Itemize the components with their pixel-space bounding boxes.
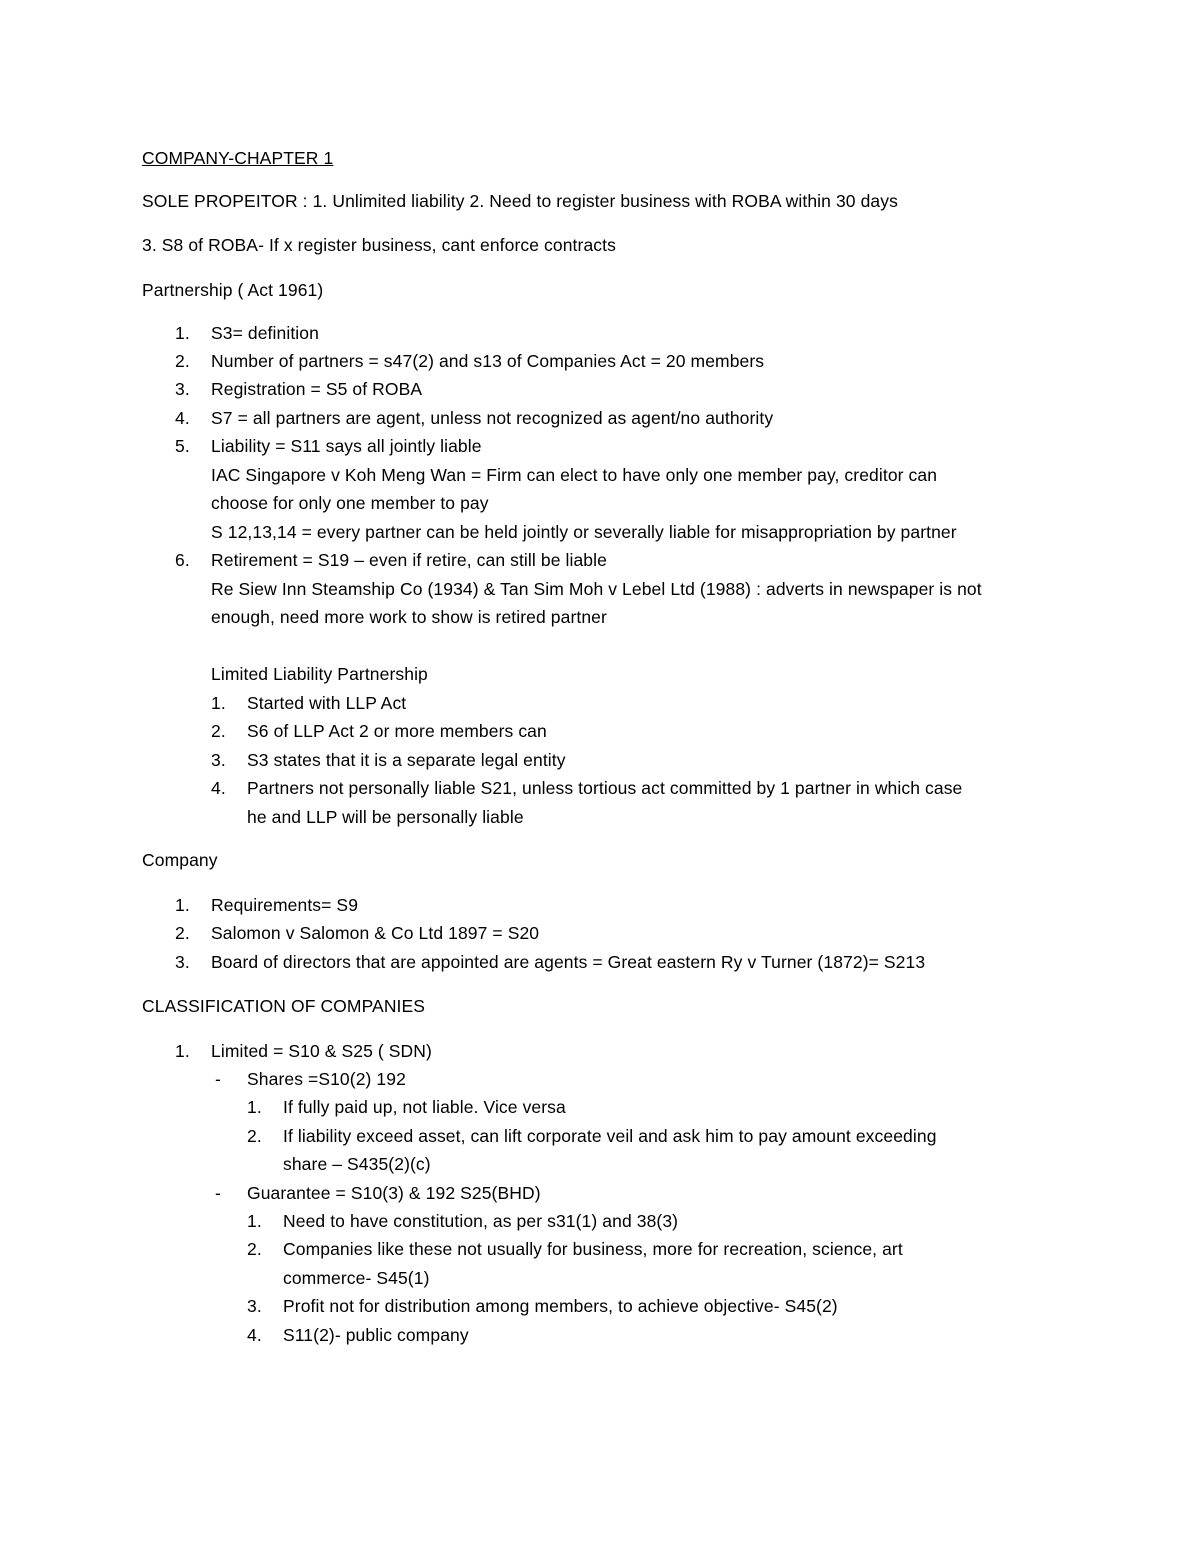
list-item-continuation: Re Siew Inn Steamship Co (1934) & Tan Sim Moh v Lebel Ltd (1988) : adverts in newspaper is not — [211, 579, 982, 599]
list-item: If fully paid up, not liable. Vice versa — [283, 1097, 566, 1117]
list-number: 2. — [247, 1239, 262, 1259]
company-heading: Company — [142, 850, 218, 870]
list-item: Partners not personally liable S21, unless tortious act committed by 1 partner in which case — [247, 778, 963, 798]
list-number: 1. — [247, 1097, 262, 1117]
list-item: Liability = S11 says all jointly liable — [211, 436, 482, 456]
sole-proprietor-line-1: SOLE PROPEITOR : 1. Unlimited liability 2. Need to register business with ROBA within 30 days — [142, 191, 898, 211]
list-item: Requirements= S9 — [211, 895, 359, 915]
list-item: Profit not for distribution among members, to achieve objective- S45(2) — [283, 1296, 838, 1316]
list-number: 2. — [175, 351, 190, 371]
list-item: S3 states that it is a separate legal entity — [247, 750, 566, 770]
list-item: If liability exceed asset, can lift corporate veil and ask him to pay amount exceeding — [283, 1126, 937, 1146]
list-number: 4. — [247, 1325, 262, 1345]
list-item: Number of partners = s47(2) and s13 of Companies Act = 20 members — [211, 351, 765, 371]
list-item-continuation: he and LLP will be personally liable — [247, 807, 524, 827]
list-item-continuation: S 12,13,14 = every partner can be held jointly or severally liable for misappropriation by partner — [211, 522, 957, 542]
list-item: S3= definition — [211, 323, 319, 343]
list-item: Board of directors that are appointed are agents = Great eastern Ry v Turner (1872)= S213 — [211, 952, 926, 972]
classification-heading: CLASSIFICATION OF COMPANIES — [142, 996, 426, 1016]
list-number: 5. — [175, 436, 190, 456]
list-number: 1. — [211, 693, 226, 713]
partnership-heading: Partnership ( Act 1961) — [142, 280, 324, 300]
list-number: 4. — [175, 408, 190, 428]
sub-list-item: Guarantee = S10(3) & 192 S25(BHD) — [247, 1183, 541, 1203]
list-item-continuation: commerce- S45(1) — [283, 1268, 430, 1288]
list-number: 3. — [247, 1296, 262, 1316]
dash-bullet: - — [215, 1069, 221, 1089]
list-item-continuation: choose for only one member to pay — [211, 493, 489, 513]
list-item: Companies like these not usually for business, more for recreation, science, art — [283, 1239, 903, 1259]
list-item: S11(2)- public company — [283, 1325, 469, 1345]
list-item-continuation: share – S435(2)(c) — [283, 1154, 431, 1174]
list-item: Started with LLP Act — [247, 693, 407, 713]
list-number: 2. — [247, 1126, 262, 1146]
list-number: 2. — [175, 923, 190, 943]
list-number: 6. — [175, 550, 190, 570]
list-item: Need to have constitution, as per s31(1) and 38(3) — [283, 1211, 679, 1231]
list-number: 2. — [211, 721, 226, 741]
list-number: 1. — [247, 1211, 262, 1231]
list-item-continuation: IAC Singapore v Koh Meng Wan = Firm can elect to have only one member pay, creditor can — [211, 465, 938, 485]
list-number: 1. — [175, 895, 190, 915]
dash-bullet: - — [215, 1183, 221, 1203]
list-number: 3. — [211, 750, 226, 770]
sole-proprietor-line-2: 3. S8 of ROBA- If x register business, cant enforce contracts — [142, 235, 616, 255]
list-item: Limited = S10 & S25 ( SDN) — [211, 1041, 432, 1061]
llp-heading: Limited Liability Partnership — [211, 664, 428, 684]
list-number: 1. — [175, 1041, 190, 1061]
list-number: 3. — [175, 952, 190, 972]
document-title: COMPANY-CHAPTER 1 — [142, 148, 334, 168]
list-item: Salomon v Salomon & Co Ltd 1897 = S20 — [211, 923, 540, 943]
list-item: Registration = S5 of ROBA — [211, 379, 423, 399]
list-number: 3. — [175, 379, 190, 399]
list-item: S6 of LLP Act 2 or more members can — [247, 721, 547, 741]
list-number: 1. — [175, 323, 190, 343]
list-number: 4. — [211, 778, 226, 798]
list-item: S7 = all partners are agent, unless not recognized as agent/no authority — [211, 408, 774, 428]
sub-list-item: Shares =S10(2) 192 — [247, 1069, 406, 1089]
list-item-continuation: enough, need more work to show is retired partner — [211, 607, 607, 627]
list-item: Retirement = S19 – even if retire, can still be liable — [211, 550, 607, 570]
